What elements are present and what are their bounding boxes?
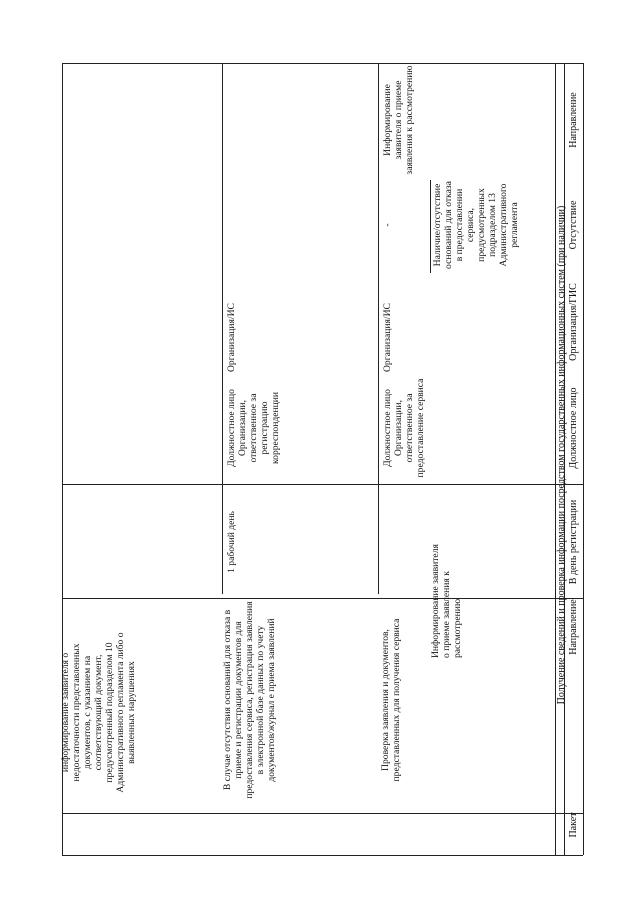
row-line-1 bbox=[62, 484, 583, 485]
border-top bbox=[62, 63, 583, 64]
bottom-col4: Организация/ГИС bbox=[568, 283, 579, 361]
bottom-col5: Отсутствие bbox=[568, 200, 579, 250]
registration-term-text: 1 рабочий день bbox=[226, 511, 237, 573]
bottom-col1: Направление bbox=[568, 599, 579, 655]
check-criteria-text: - bbox=[382, 223, 393, 227]
registration-action-text: В случае отсутствия оснований для отказа в приеме и регистрации документов для предоставления сервиса, регистрация заявления в электронной базе данных по учету документов/журнал е приема заявлений bbox=[222, 601, 277, 799]
registration-place-text: Организация/ИС bbox=[226, 303, 237, 372]
check-responsible-text: Должностное лицо Организации, ответственное за предоставление сервиса bbox=[382, 378, 426, 478]
inform-action-text: Информирование заявителя о приеме заявления к рассмотрению bbox=[430, 544, 463, 658]
col-line-b2 bbox=[430, 180, 431, 273]
section-title: Получение сведений и проверка информации посредством государственных информационных систем (при наличии) bbox=[556, 205, 567, 705]
bottom-col3: Должностное лицо bbox=[568, 387, 579, 469]
registration-responsible-text: Должностное лицо Организации, ответственное за регистрацию корреспонденции bbox=[226, 389, 281, 467]
row-line-2 bbox=[62, 598, 583, 599]
check-result-text: Информирование заявителя о приеме заявления к рассмотрению bbox=[382, 65, 415, 175]
check-action-text: Проверка заявления и документов, представленных для получения сервиса bbox=[380, 618, 402, 782]
bottom-col6: Направление bbox=[568, 92, 579, 148]
border-right bbox=[583, 63, 584, 855]
border-bottom bbox=[62, 855, 583, 856]
col-line-a bbox=[222, 63, 223, 594]
top-row-action-text: информирование заявителя о недостаточности представленных документов, с указанием на соответствующий документ, предусмотренный подразделом 10 Административного регламента либо о выявленных нарушениях bbox=[60, 632, 137, 793]
check-criteria2-text: Наличие/отсутствие оснований для отказа в предоставлении сервиса, предусмотренных подразделом 13 Административного регламента bbox=[432, 181, 520, 269]
row-line-3 bbox=[62, 813, 583, 814]
col-line-b bbox=[378, 63, 379, 594]
bottom-col0: Пакет bbox=[568, 812, 579, 838]
check-place-text: Организация/ИС bbox=[382, 303, 393, 372]
bottom-col2: В день регистрации bbox=[568, 499, 579, 585]
